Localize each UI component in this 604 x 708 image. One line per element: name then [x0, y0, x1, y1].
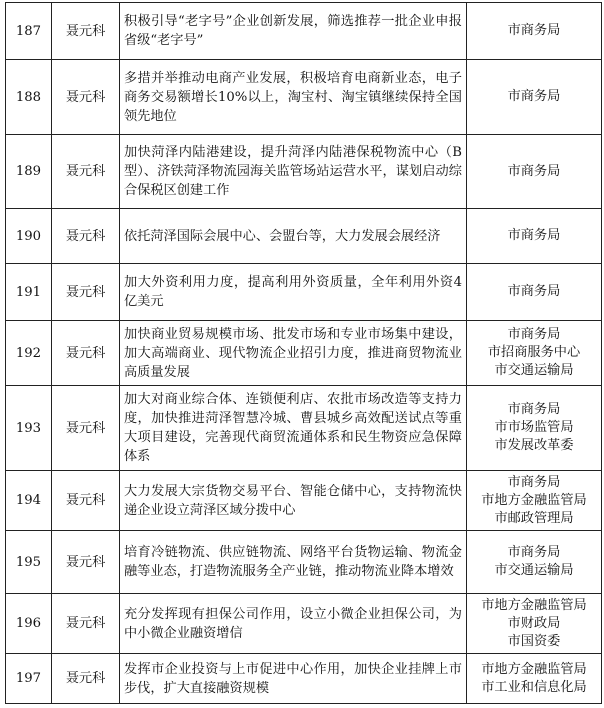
task-table: [5, 2, 602, 704]
department: 市地方金融监管局: [481, 492, 587, 508]
department: 市商务局: [507, 327, 561, 342]
department: 市交通运输局: [494, 363, 574, 378]
row-number: 190: [6, 209, 52, 264]
row-number: 191: [6, 264, 52, 321]
department: 市财政局: [507, 615, 561, 631]
department: 市商务局: [507, 474, 561, 490]
department: 市发展改革委: [494, 438, 574, 453]
row-number: 193: [6, 386, 52, 471]
row-number: 194: [6, 471, 52, 531]
responsible-departments: [467, 321, 602, 386]
responsible-person: 聂元科: [52, 209, 120, 264]
table-row: [6, 471, 602, 531]
department: 市商务局: [507, 284, 561, 299]
row-number: 197: [6, 654, 52, 704]
responsible-departments: [467, 531, 602, 594]
row-number: 192: [6, 321, 52, 386]
department: 市商务局: [507, 23, 561, 38]
department: 市地方金融监管局: [481, 597, 587, 613]
task-description: 培育冷链物流、供应链物流、网络平台货物运输、物流金融等业态，打造物流服务全产业链，推动物流业降本增效: [120, 531, 467, 594]
responsible-person: 聂元科: [52, 654, 120, 704]
responsible-person: 聂元科: [52, 135, 120, 209]
table-row: [6, 594, 602, 654]
department: 市地方金融监管局: [481, 661, 587, 677]
responsible-person: 聂元科: [52, 264, 120, 321]
table-row: [6, 321, 602, 386]
table-row: [6, 135, 602, 209]
task-description: 依托菏泽国际会展中心、会盟台等，大力发展会展经济: [120, 209, 467, 264]
row-number: 188: [6, 60, 52, 135]
table-row: [6, 209, 602, 264]
responsible-person: 聂元科: [52, 386, 120, 471]
row-number: 189: [6, 135, 52, 209]
responsible-departments: [467, 264, 602, 321]
task-description: 加快菏泽内陆港建设，提升菏泽内陆港保税物流中心（B型）、济铁菏泽物流园海关监管场站运营水平，谋划启动综合保税区创建工作: [120, 135, 467, 209]
responsible-departments: [467, 60, 602, 135]
responsible-departments: [467, 654, 602, 704]
department: 市邮政管理局: [494, 510, 574, 526]
row-number: 187: [6, 3, 52, 60]
department: 市商务局: [507, 163, 561, 179]
responsible-person: 聂元科: [52, 531, 120, 594]
responsible-departments: [467, 209, 602, 264]
table-row: [6, 386, 602, 471]
task-description: 加大外资利用力度，提高利用外资质量，全年利用外资4亿美元: [120, 264, 467, 321]
table-row: [6, 654, 602, 704]
responsible-departments: [467, 386, 602, 471]
department: 市商务局: [507, 545, 561, 560]
department: 市招商服务中心: [487, 345, 581, 360]
responsible-person: 聂元科: [52, 471, 120, 531]
row-number: 196: [6, 594, 52, 654]
responsible-departments: [467, 594, 602, 654]
responsible-person: 聂元科: [52, 321, 120, 386]
responsible-person: 聂元科: [52, 3, 120, 60]
department: 市商务局: [507, 228, 561, 243]
row-number: 195: [6, 531, 52, 594]
task-description: 加快商业贸易规模市场、批发市场和专业市场集中建设，加大高端商业、现代物流企业招引力度，推进商贸物流业高质量发展: [120, 321, 467, 386]
responsible-person: 聂元科: [52, 60, 120, 135]
department: 市国资委: [507, 633, 561, 649]
responsible-person: 聂元科: [52, 594, 120, 654]
task-description: 积极引导“老字号”企业创新发展，筛选推荐一批企业申报省级“老字号”: [120, 3, 467, 60]
responsible-departments: [467, 3, 602, 60]
department: 市商务局: [507, 89, 561, 104]
department: 市市场监管局: [494, 420, 574, 435]
table-row: [6, 60, 602, 135]
department: 市商务局: [507, 402, 561, 417]
task-description: 大力发展大宗货物交易平台、智能仓储中心，支持物流快递企业设立菏泽区域分拨中心: [120, 471, 467, 531]
task-description: 充分发挥现有担保公司作用，设立小微企业担保公司，为中小微企业融资增信: [120, 594, 467, 654]
task-table-body: [6, 3, 602, 704]
task-description: 加大对商业综合体、连锁便利店、农批市场改造等支持力度，加快推进菏泽智慧冷城、曹县城乡高效配送试点等重大项目建设，完善现代商贸流通体系和民生物资应急保障体系: [120, 386, 467, 471]
task-description: 多措并举推动电商产业发展，积极培育电商新业态，电子商务交易额增长10%以上，淘宝村、淘宝镇继续保持全国领先地位: [120, 60, 467, 135]
responsible-departments: [467, 135, 602, 209]
task-description: 发挥市企业投资与上市促进中心作用，加快企业挂牌上市步伐，扩大直接融资规模: [120, 654, 467, 704]
department: 市交通运输局: [494, 563, 574, 578]
table-row: [6, 531, 602, 594]
responsible-departments: [467, 471, 602, 531]
table-row: [6, 264, 602, 321]
table-row: [6, 3, 602, 60]
department: 市工业和信息化局: [481, 679, 587, 695]
